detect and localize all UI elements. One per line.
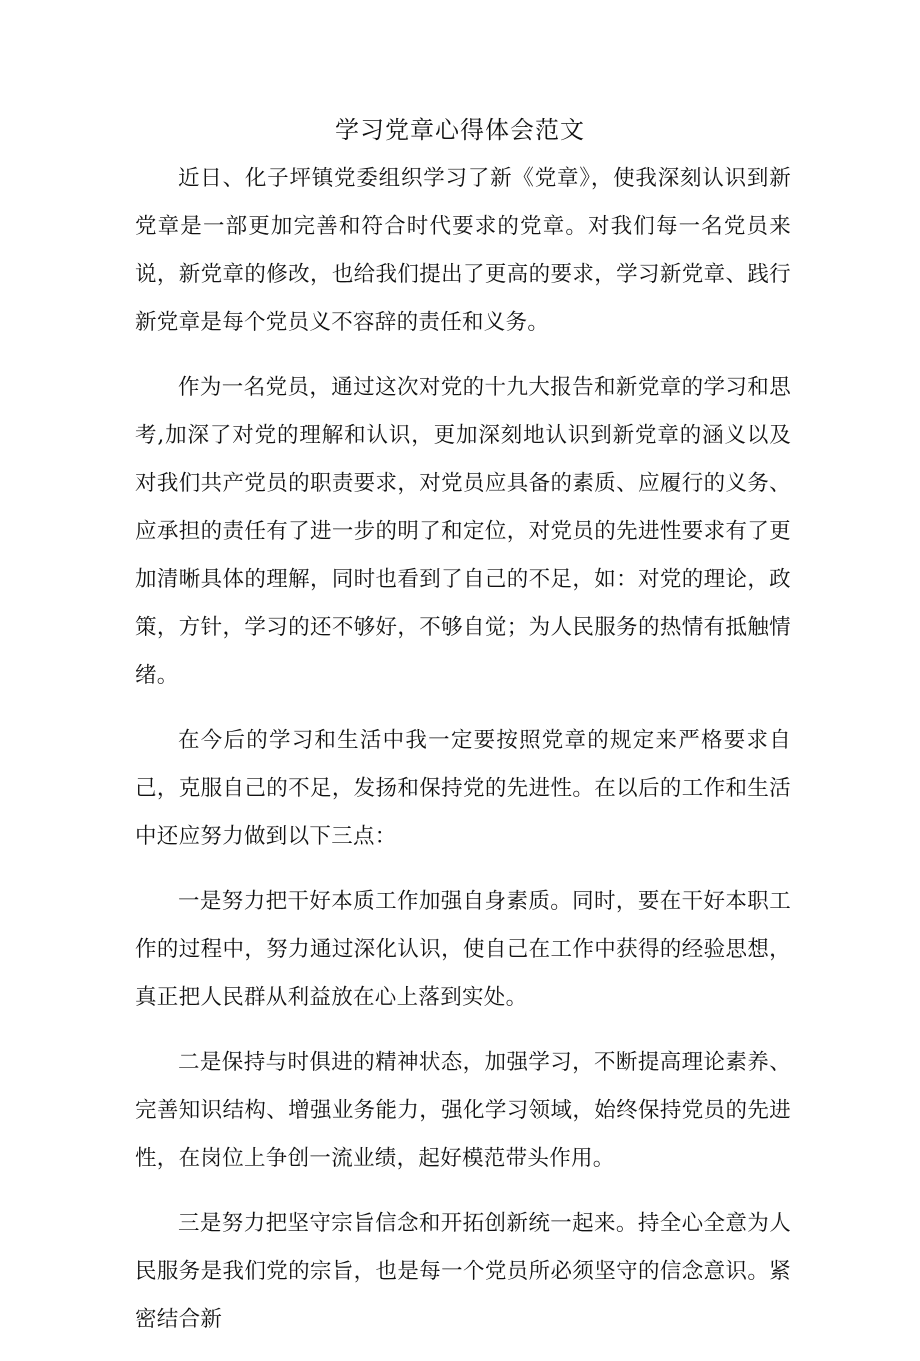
paragraph-4: 一是努力把干好本质工作加强自身素质。同时，要在干好本职工作的过程中，努力通过深化认识，使自己在工作中获得的经验思想，真正把人民群从利益放在心上落到实处。 [135,889,791,1010]
paragraph-6: 三是努力把坚守宗旨信念和开拓创新统一起来。持全心全意为人民服务是我们党的宗旨，也是每一个党员所必须坚守的信念意识。紧密结合新 [135,1211,791,1332]
paragraph-3: 在今后的学习和生活中我一定要按照党章的规定来严格要求自己，克服自己的不足，发扬和保持党的先进性。在以后的工作和生活中还应努力做到以下三点： [135,728,791,849]
paragraph-2: 作为一名党员，通过这次对党的十九大报告和新党章的学习和思考,加深了对党的理解和认识，更加深刻地认识到新党章的涵义以及对我们共产党员的职责要求，对党员应具备的素质、应履行的义务、应承担的责任有了进一步的明了和定位，对党员的先进性要求有了更加清晰具体的理解，同时也看到了自己的不足，如：对党的理论，政策，方针，学习的还不够好，不够自觉；为人民服务的热情有抵触情绪。 [135,375,791,688]
paragraph-1: 近日、化子坪镇党委组织学习了新《党章》，使我深刻认识到新党章是一部更加完善和符合时代要求的党章。对我们每一名党员来说，新党章的修改，也给我们提出了更高的要求，学习新党章、践行新党章是每个党员义不容辞的责任和义务。 [135,166,791,335]
paragraph-5: 二是保持与时俱进的精神状态，加强学习，不断提高理论素养、完善知识结构、增强业务能力，强化学习领域，始终保持党员的先进性，在岗位上争创一流业绩，起好模范带头作用。 [135,1050,791,1171]
document-body [135,155,791,1361]
document-title: 学习党章心得体会范文 [335,116,585,144]
